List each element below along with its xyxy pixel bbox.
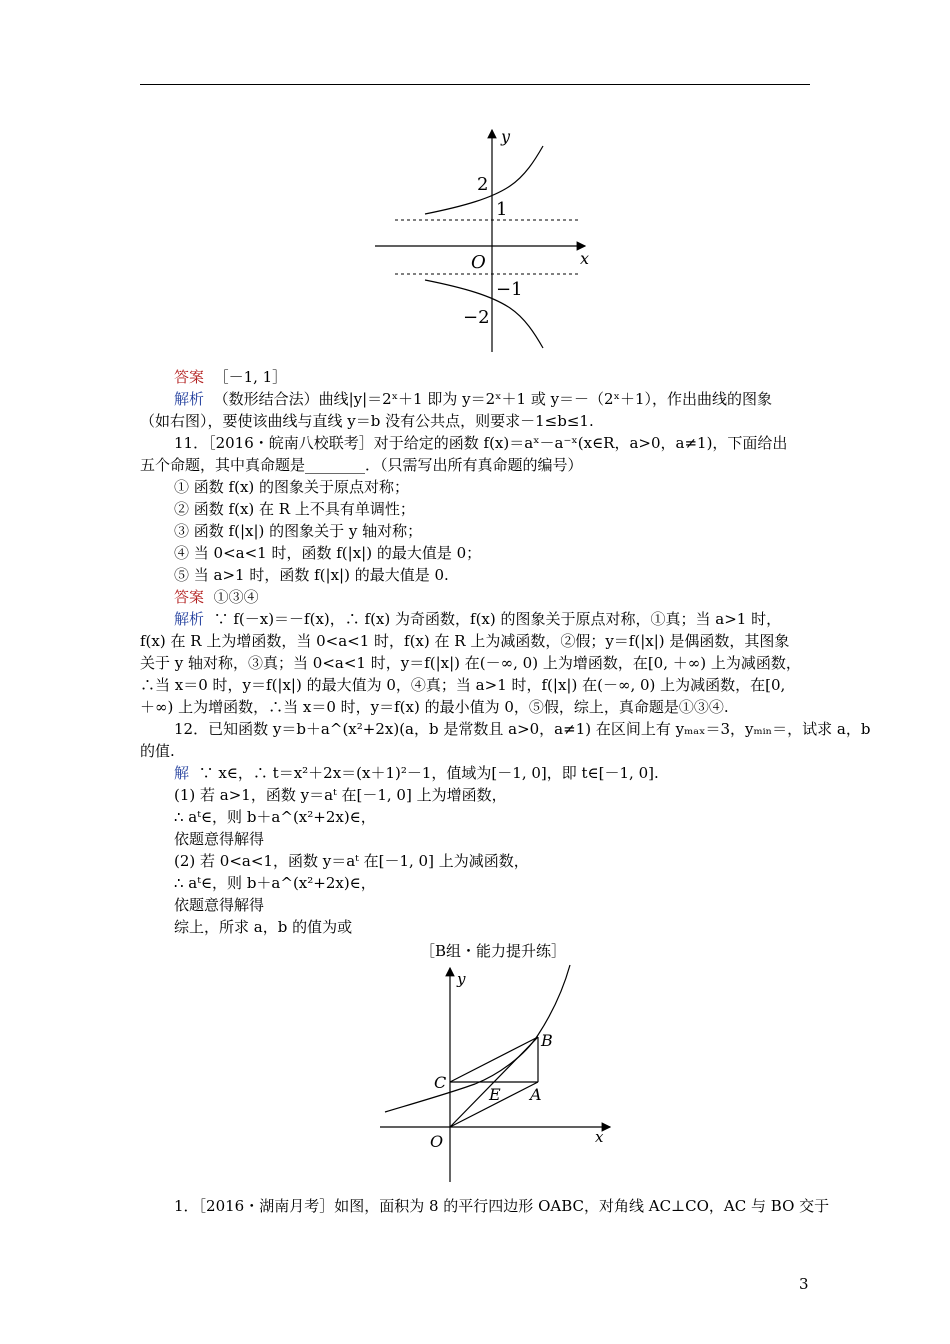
question-11-line2: 五个命题，其中真命题是________．（只需写出所有真命题的编号） [140,456,583,474]
solution-12-line1: 解 ∵ x∈，∴ t＝x²＋2x＝(x＋1)²－1，值域为[－1, 0]，即 t∈[－1, 0]. [174,764,659,782]
analysis-11-line4: ∴当 x＝0 时，y＝f(|x|) 的最大值为 0，④真；当 a>1 时，f(|x|) 在(－∞, 0) 上为减函数，在[0, [140,676,786,694]
tick-2: 2 [477,174,489,195]
analysis-10-line1: 解析 （数形结合法）曲线|y|＝2ˣ＋1 即为 y＝2ˣ＋1 或 y＝－（2ˣ＋1），作出曲线的图象 [174,390,773,408]
solution-12-line6: ∴ aᵗ∈，则 b＋a^(x²+2x)∈， [174,874,376,892]
q11-option-5: ⑤ 当 a>1 时，函数 f(|x|) 的最大值是 0. [174,566,449,584]
q11-option-4: ④ 当 0<a<1 时，函数 f(|x|) 的最大值是 0； [174,544,482,562]
analysis-10-line2: （如右图），要使该曲线与直线 y＝b 没有公共点，则要求－1≤b≤1. [140,412,594,430]
solution-12-line3: ∴ aᵗ∈，则 b＋a^(x²+2x)∈， [174,808,376,826]
b-question-1: 1．［2016・湖南月考］如图，面积为 8 的平行四边形 OABC，对角线 AC⊥CO，AC 与 BO 交于 [174,1197,830,1215]
label-y: y [501,127,511,146]
solution-12-line7: 依题意得解得 [174,896,265,914]
point-E: E [489,1085,501,1104]
top-rule [140,84,810,85]
question-12-line2: 的值. [140,742,175,760]
answer-11: 答案 ①③④ [174,588,259,606]
tick-1: 1 [496,199,508,220]
label-y-2: y [457,970,466,988]
solution-12-line5: (2) 若 0<a<1，函数 y＝aᵗ 在[－1, 0] 上为减函数， [174,852,529,870]
page-number: 3 [799,1275,809,1293]
figure-2-parallelogram [375,960,625,1185]
analysis-11-line5: ＋∞) 上为增函数，∴当 x＝0 时，y＝f(x) 的最小值为 0，⑤假，综上，真命题是①③④. [140,698,729,716]
solution-12-line8: 综上，所求 a，b 的值为或 [174,918,353,936]
q11-option-3: ③ 函数 f(|x|) 的图象关于 y 轴对称； [174,522,423,540]
question-11-line1: 11．［2016・皖南八校联考］对于给定的函数 f(x)＝aˣ－a⁻ˣ(x∈R，a>0，a≠1)，下面给出 [174,434,788,452]
point-C: C [434,1073,447,1092]
point-A: A [530,1085,542,1104]
figure-1-graph [365,118,605,358]
solution-12-line2: (1) 若 a>1，函数 y＝aᵗ 在[－1, 0] 上为增函数， [174,786,507,804]
analysis-11-line1: 解析 ∵ f(－x)＝－f(x)，∴ f(x) 为奇函数，f(x) 的图象关于原点对称，①真；当 a>1 时， [174,610,782,628]
point-O: O [430,1132,444,1151]
label-x: x [580,249,590,268]
label-origin: O [471,252,486,273]
question-12-line1: 12．已知函数 y＝b＋a^(x²+2x)(a，b 是常数且 a>0，a≠1) 在区间上有 yₘₐₓ＝3，yₘᵢₙ＝，试求 a，b [174,720,871,738]
tick-neg2: −2 [463,307,490,328]
analysis-11-line3: 关于 y 轴对称，③真；当 0<a<1 时，y＝f(|x|) 在(－∞, 0) 上为增函数，在[0, ＋∞) 上为减函数， [140,654,801,672]
answer-10: 答案 ［－1, 1］ [174,368,288,386]
q11-option-2: ② 函数 f(x) 在 R 上不具有单调性； [174,500,415,518]
point-B: B [541,1031,553,1050]
tick-neg1: −1 [496,279,523,300]
label-x-2: x [595,1128,604,1146]
analysis-11-line2: f(x) 在 R 上为增函数，当 0<a<1 时，f(x) 在 R 上为减函数，②假；y＝f(|x|) 是偶函数，其图象 [140,632,790,650]
q11-option-1: ① 函数 f(x) 的图象关于原点对称； [174,478,410,496]
section-b-heading: ［B组・能力提升练］ [420,942,567,960]
solution-12-line4: 依题意得解得 [174,830,265,848]
